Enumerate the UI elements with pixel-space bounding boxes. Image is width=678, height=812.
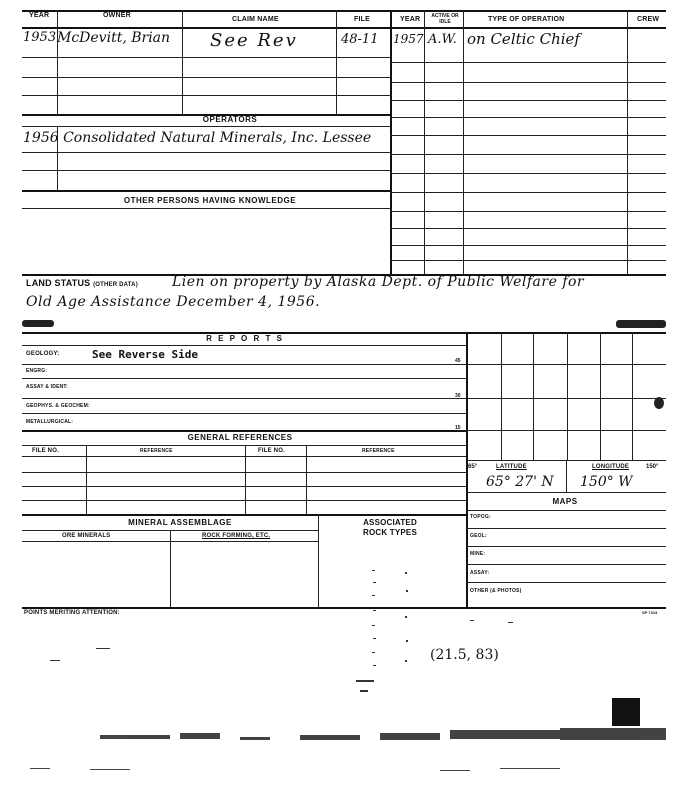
reports-number-15: 15 xyxy=(455,425,461,431)
other-persons-title: OTHER PERSONS HAVING KNOWLEDGE xyxy=(123,196,297,205)
form-number: SP 7313 xyxy=(642,610,658,615)
points-coords: (21.5, 83) xyxy=(430,647,499,663)
gr-file-no-2: FILE NO. xyxy=(258,448,285,454)
header-owner: OWNER xyxy=(103,12,131,19)
header-crew: CREW xyxy=(637,16,660,23)
header-type-of-operation: TYPE OF OPERATION xyxy=(488,16,565,23)
maps-other: OTHER (& PHOTOS) xyxy=(470,588,522,594)
owner-entry-operation: on Celtic Chief xyxy=(467,30,580,48)
rock-forming-label: ROCK FORMING, ETC. xyxy=(202,533,271,539)
owner-entry-year: 1953 xyxy=(23,30,57,45)
owner-entry-op-year: 1957 xyxy=(393,32,424,46)
mineral-assemblage-title: MINERAL ASSEMBLAGE xyxy=(128,518,232,527)
header-active-idle: ACTIVE OR IDLE xyxy=(431,13,459,25)
header-year: YEAR xyxy=(29,12,50,19)
reports-title: R E P O R T S xyxy=(206,334,284,343)
ore-minerals-label: ORE MINERALS xyxy=(62,533,111,539)
associated-label: ASSOCIATED xyxy=(363,518,417,527)
land-status-label: LAND STATUS (OTHER DATA) xyxy=(26,278,138,288)
header-claim-name: CLAIM NAME xyxy=(232,16,279,23)
gr-reference-2: REFERENCE xyxy=(362,448,395,454)
points-meriting-attention-label: POINTS MERITING ATTENTION: xyxy=(24,610,120,616)
reports-number-45: 45 xyxy=(455,358,461,364)
rock-types-label: ROCK TYPES xyxy=(362,528,417,537)
geology-value: See Reverse Side xyxy=(92,348,198,361)
metallurgical-label: METALLURGICAL: xyxy=(26,419,74,425)
latitude-label: LATITUDE xyxy=(496,464,527,470)
longitude-label: LONGITUDE xyxy=(592,464,630,470)
geology-label: GEOLOGY: xyxy=(26,351,60,357)
lon-degree-suffix: 150° xyxy=(646,464,659,470)
maps-mine: MINE: xyxy=(470,551,486,557)
assay-label: ASSAY & IDENT: xyxy=(26,384,68,390)
owner-entry-active: A.W. xyxy=(428,32,457,47)
owner-entry-file: 48-11 xyxy=(341,32,379,47)
longitude-value: 150° W xyxy=(580,474,633,490)
maps-topog: TOPOG: xyxy=(470,514,491,520)
operators-title: OPERATORS xyxy=(202,115,258,124)
operators-entry: 1956 Consolidated Natural Minerals, Inc. Lessee xyxy=(23,130,372,146)
gr-reference-1: REFERENCE xyxy=(140,448,173,454)
header-year-2: YEAR xyxy=(400,16,421,23)
reports-number-30: 30 xyxy=(455,393,461,399)
general-references-title: GENERAL REFERENCES xyxy=(187,433,293,442)
lat-degree-prefix: 65° xyxy=(468,464,478,470)
maps-title: MAPS xyxy=(552,497,578,506)
land-status-line-1: Lien on property by Alaska Dept. of Public Welfare for xyxy=(172,274,585,290)
gr-file-no-1: FILE NO. xyxy=(32,448,59,454)
maps-assay: ASSAY: xyxy=(470,570,490,576)
owner-entry-claim: See Rev xyxy=(210,30,298,51)
geophys-label: GEOPHYS. & GEOCHEM: xyxy=(26,403,90,409)
header-file: FILE xyxy=(354,16,370,23)
maps-geol: GEOL: xyxy=(470,533,487,539)
engrg-label: ENGRG: xyxy=(26,368,48,374)
owner-entry-name: McDevitt, Brian xyxy=(57,30,171,46)
latitude-value: 65° 27' N xyxy=(486,474,554,490)
land-status-line-2: Old Age Assistance December 4, 1956. xyxy=(26,294,321,310)
